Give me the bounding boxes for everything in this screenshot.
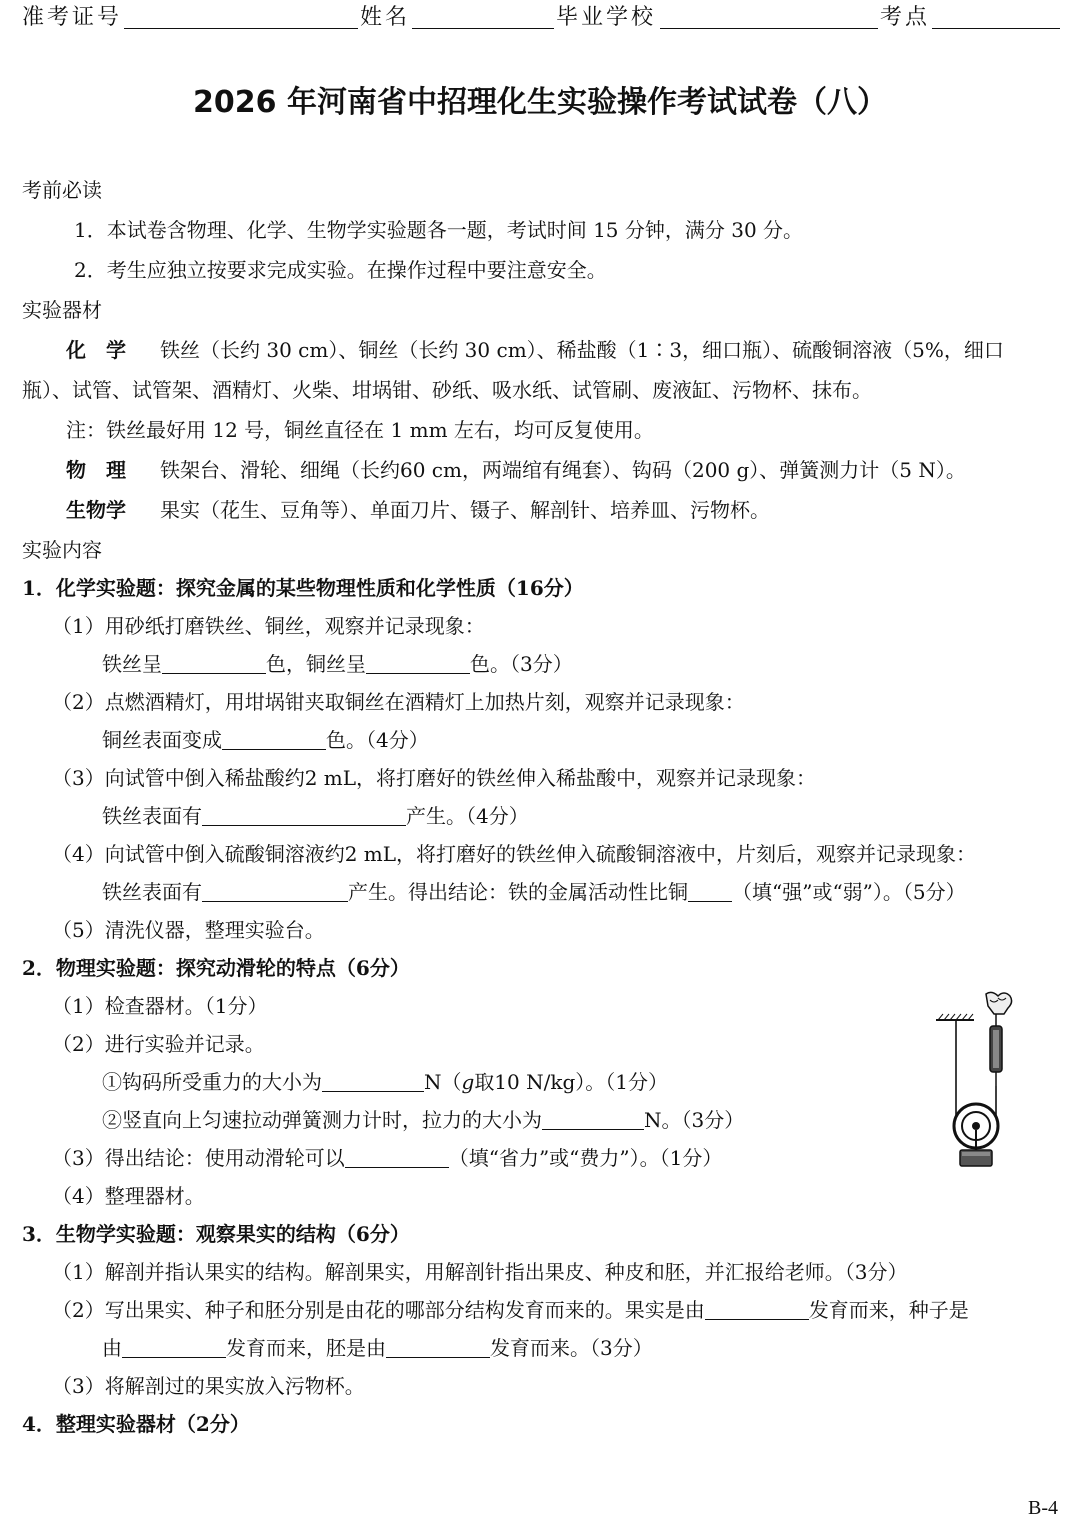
q1-step4-text-b: 产生。得出结论：铁的金属活动性比铜 [348, 880, 688, 904]
bio-list: 果实（花生、豆角等）、单面刀片、镊子、解剖针、培养皿、污物杯。 [160, 498, 770, 522]
q4-heading: 4．整理实验器材（2分） [22, 1412, 250, 1436]
q2-heading: 2．物理实验题：探究动滑轮的特点（6分） [22, 956, 410, 980]
notice-item-1: 1．本试卷含物理、化学、生物学实验题各一题，考试时间 15 分钟，满分 30 分。 [74, 218, 804, 242]
page-title: 2026 年河南省中招理化生实验操作考试试卷（八） [193, 85, 887, 120]
q1-step3-text-b: 产生。（4分） [406, 804, 529, 828]
q2-conclusion-blank[interactable] [345, 1147, 449, 1168]
q3-seed-origin-blank[interactable] [122, 1337, 226, 1358]
phys-list: 铁架台、滑轮、细绳（长约60 cm，两端绾有绳套）、钩码（200 g）、弹簧测力计（5 N）。 [160, 458, 966, 482]
exam-id-label: 准考证号 [22, 5, 123, 30]
notice-item-2: 2．考生应独立按要求完成实验。在操作过程中要注意安全。 [74, 258, 607, 282]
spring-scale-icon [990, 1014, 1002, 1086]
q2-step2b-text-a: ②竖直向上匀速拉动弹簧测力计时，拉力的大小为 [102, 1108, 542, 1132]
equipment-note: 注：铁丝最好用 12 号，铜丝直径在 1 mm 左右，均可反复使用。 [66, 418, 654, 442]
q3-step2-text-c: 由 [102, 1336, 122, 1360]
bio-label: 生物学 [66, 498, 126, 522]
q1-step5: （5）清洗仪器，整理实验台。 [52, 918, 325, 942]
q2-step3-text-b: （填“省力”或“费力”）。（1分） [448, 1146, 723, 1170]
q2-g-symbol: g [461, 1070, 475, 1094]
school-field[interactable] [660, 28, 878, 29]
exam-id-field[interactable] [124, 28, 358, 29]
q3-step3: （3）将解剖过的果实放入污物杯。 [52, 1374, 365, 1398]
q1-step4-text-a: 铁丝表面有 [102, 880, 202, 904]
q1-step3: （3）向试管中倒入稀盐酸约2 mL，将打磨好的铁丝伸入稀盐酸中，观察并记录现象： [52, 766, 817, 790]
hand-icon [986, 992, 1012, 1014]
phys-label: 物 理 [66, 458, 126, 482]
q2-step2a-text-b: N（ [424, 1070, 462, 1094]
content-heading: 实验内容 [22, 538, 102, 562]
q2-step2b-line [102, 1108, 744, 1132]
q1-step2-text-b: 色。（4分） [326, 728, 429, 752]
q3-step2-line [52, 1298, 969, 1322]
q1-iron-sulfate-blank[interactable] [202, 881, 348, 902]
q1-step4-answer-line [102, 880, 966, 904]
q2-pull-force-blank[interactable] [542, 1109, 644, 1130]
q2-step3-text-a: （3）得出结论：使用动滑轮可以 [52, 1146, 345, 1170]
hook-weight-icon [960, 1150, 992, 1166]
q1-step3-text-a: 铁丝表面有 [102, 804, 202, 828]
q1-step3-answer-line [102, 804, 529, 828]
q3-fruit-origin-blank[interactable] [705, 1299, 809, 1320]
q2-step2: （2）进行实验并记录。 [52, 1032, 265, 1056]
q3-step2-text-b: 发育而来，种子是 [808, 1298, 969, 1322]
site-label: 考点 [880, 5, 931, 30]
q3-step2-text-a: （2）写出果实、种子和胚分别是由花的哪部分结构发育而来的。果实是由 [52, 1298, 705, 1322]
q2-weight-blank[interactable] [322, 1071, 424, 1092]
q3-step1: （1）解剖并指认果实的结构。解剖果实，用解剖针指出果皮、种皮和胚，并汇报给老师。（3分） [52, 1260, 908, 1284]
site-field[interactable] [932, 28, 1060, 29]
q1-heated-copper-blank[interactable] [222, 729, 326, 750]
q3-step2-text-e: 发育而来。（3分） [490, 1336, 653, 1360]
q1-copper-color-blank[interactable] [366, 653, 470, 674]
chem-list-line2: 瓶）、试管、试管架、酒精灯、火柴、坩埚钳、砂纸、吸水纸、试管刷、废液缸、污物杯、抹布。 [22, 378, 872, 402]
notice-heading: 考前必读 [22, 178, 102, 202]
q1-step1-text-a: 铁丝呈 [102, 652, 162, 676]
q1-step4: （4）向试管中倒入硫酸铜溶液约2 mL，将打磨好的铁丝伸入硫酸铜溶液中，片刻后，观察并记录现象： [52, 842, 977, 866]
q1-step2-answer-line [102, 728, 429, 752]
q1-heading: 1．化学实验题：探究金属的某些物理性质和化学性质（16分） [22, 576, 584, 600]
page-number: B-4 [1028, 1497, 1058, 1519]
q3-step2-line2 [102, 1336, 653, 1360]
ceiling-support-icon [936, 1014, 974, 1020]
q1-step1-text-c: 色。（3分） [470, 652, 573, 676]
q1-step1: （1）用砂纸打磨铁丝、铜丝，观察并记录现象： [52, 614, 485, 638]
q1-step2: （2）点燃酒精灯，用坩埚钳夹取铜丝在酒精灯上加热片刻，观察并记录现象： [52, 690, 745, 714]
q1-step4-text-c: （填“强”或“弱”）。（5分） [732, 880, 966, 904]
q2-step1: （1）检查器材。（1分） [52, 994, 268, 1018]
q1-iron-acid-blank[interactable] [202, 805, 406, 826]
chem-list-line1: 铁丝（长约 30 cm）、铜丝（长约 30 cm）、稀盐酸（1∶3，细口瓶）、硫酸铜溶液（5%，细口 [160, 338, 1004, 362]
q2-step2a-line [102, 1070, 668, 1094]
q1-step2-text-a: 铜丝表面变成 [102, 728, 222, 752]
q3-embryo-origin-blank[interactable] [386, 1337, 490, 1358]
q2-step2a-text-c: 取10 N/kg）。（1分） [474, 1070, 669, 1094]
pulley-wheel-icon [954, 1104, 998, 1150]
q3-step2-text-d: 发育而来，胚是由 [226, 1336, 386, 1360]
q1-activity-blank[interactable] [688, 881, 732, 902]
equipment-heading: 实验器材 [22, 298, 102, 322]
q2-step4: （4）整理器材。 [52, 1184, 205, 1208]
q1-step1-answer-line [102, 652, 573, 676]
q2-step2a-text-a: ①钩码所受重力的大小为 [102, 1070, 322, 1094]
movable-pulley-illustration [928, 990, 1028, 1172]
q1-iron-color-blank[interactable] [162, 653, 266, 674]
q3-heading: 3．生物学实验题：观察果实的结构（6分） [22, 1222, 410, 1246]
q2-step3-line [52, 1146, 722, 1170]
chem-label: 化 学 [66, 338, 126, 362]
q1-step1-text-b: 色，铜丝呈 [266, 652, 366, 676]
name-label: 姓名 [360, 5, 411, 30]
school-label: 毕业学校 [556, 5, 657, 30]
name-field[interactable] [412, 28, 554, 29]
q2-step2b-text-b: N。（3分） [644, 1108, 745, 1132]
